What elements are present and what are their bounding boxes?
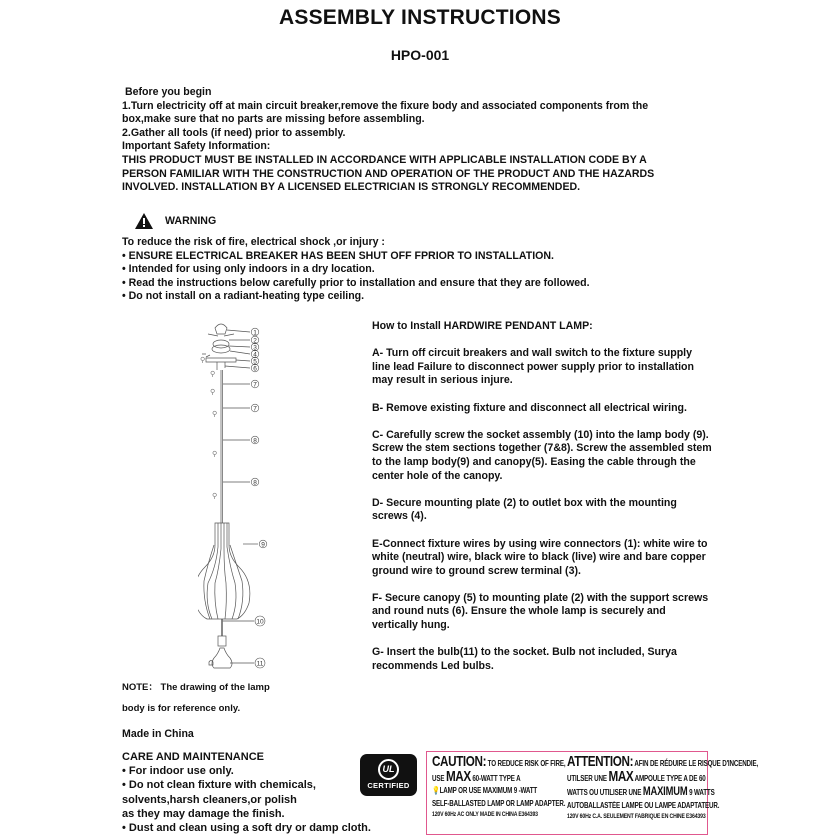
caution-text: SELF-BALLASTED LAMP OR LAMP ADAPTER. <box>432 798 566 808</box>
lamp-exploded-diagram <box>198 318 278 674</box>
part-number: 10 <box>256 618 264 626</box>
install-step-b: B- Remove existing fixture and disconnect all electrical wiring. <box>372 401 687 414</box>
warning-heading <box>135 213 216 229</box>
care-line: as they may damage the finish. <box>122 807 285 820</box>
attention-word: ATTENTION: <box>567 753 634 770</box>
part-number: 4 <box>253 351 257 359</box>
part-number: 2 <box>253 337 257 345</box>
install-step-e: E-Connect fixture wires by using wire connectors (1): white wire to white (neutral) wire, black wire to black (live) wire and bare copper ground wire to ground screw terminal (3). <box>372 537 708 577</box>
part-number: 1 <box>253 329 257 337</box>
warning-line: • Intended for using only indoors in a dry location. <box>122 263 375 276</box>
caution-label-french <box>567 753 812 822</box>
warning-triangle-icon <box>135 213 153 229</box>
svg-text:⚲: ⚲ <box>200 356 206 364</box>
intro-line: THIS PRODUCT MUST BE INSTALLED IN ACCORDANCE WITH APPLICABLE INSTALLATION CODE BY A <box>122 153 647 166</box>
part-number: 7 <box>253 405 257 413</box>
warning-label: WARNING <box>165 215 217 228</box>
ul-certified-label: CERTIFIED <box>367 781 410 790</box>
ul-certified-badge <box>360 754 417 796</box>
intro-line: INVOLVED. INSTALLATION BY A LICENSED ELECTRICIAN IS STRONGLY RECOMMENDED. <box>122 181 581 194</box>
care-line: • For indoor use only. <box>122 765 234 778</box>
intro-line: Before you begin <box>122 86 212 98</box>
warning-line: • Read the instructions below carefully prior to installation and ensure that they are followed. <box>122 276 590 289</box>
install-step-c: C- Carefully screw the socket assembly (10) into the lamp body (9). Screw the stem sections together (7&8). Screw the assembled stem to the lamp body(9) and canopy(5). Easing the cable through the center hole of the canopy. <box>372 428 712 482</box>
care-line: • Dust and clean using a soft dry or damp cloth. <box>122 822 371 835</box>
svg-text:⚲: ⚲ <box>212 450 218 458</box>
intro-line: 2.Gather all tools (if need) prior to assembly. <box>122 126 346 139</box>
part-number: 8 <box>253 479 257 487</box>
install-step-g: G- Insert the bulb(11) to the socket. Bulb not included, Surya recommends Led bulbs. <box>372 646 677 672</box>
caution-text: USE <box>432 773 446 783</box>
max-word: MAX <box>608 767 634 785</box>
install-step-f: F- Secure canopy (5) to mounting plate (2) with the support screws and round nuts (6). Ensure the whole lamp is securely and vertically hung. <box>372 591 709 632</box>
drawing-note: NOTE： The drawing of the lamp <box>122 682 270 693</box>
caution-text: 60-WATT TYPE A <box>470 773 521 783</box>
bulb-icon: 💡 <box>432 786 440 795</box>
part-number: 11 <box>256 660 264 668</box>
care-maintenance-section <box>122 750 371 835</box>
caution-text: TO REDUCE RISK OF FIRE, <box>486 759 566 768</box>
part-number: 3 <box>253 344 257 352</box>
intro-line: Important Safety Information: <box>122 140 271 153</box>
install-step-a: A- Turn off circuit breakers and wall switch to the fixture supply line lead Failure to disconnect power supply prior to installation may result in serious injure. <box>372 347 694 387</box>
max-word: MAX <box>445 767 471 785</box>
made-in-china: Made in China <box>122 728 194 740</box>
caution-text: AFIN DE RÉDUIRE LE RISQUE D'INCENDIE, <box>633 759 759 768</box>
intro-line: 1.Turn electricity off at main circuit breaker,remove the fixure body and associated components from the <box>122 99 649 112</box>
page-title: ASSEMBLY INSTRUCTIONS <box>279 6 561 29</box>
warning-line: • Do not install on a radiant-heating type ceiling. <box>122 290 365 303</box>
caution-label <box>426 751 759 835</box>
intro-line: box,make sure that no parts are missing before assembling. <box>122 113 425 126</box>
before-you-begin-section <box>122 86 654 195</box>
care-line: • Do not clean fixture with chemicals, <box>122 779 316 792</box>
part-number: 7 <box>253 381 257 389</box>
maximum-word: MAXIMUM <box>642 784 688 798</box>
install-step-d: D- Secure mounting plate (2) to outlet box with the mounting screws (4). <box>372 496 677 523</box>
part-number: 8 <box>253 437 257 445</box>
model-number: HPO-001 <box>390 47 450 63</box>
part-number: 5 <box>253 358 257 366</box>
install-instructions <box>372 320 712 687</box>
warning-section <box>122 236 590 304</box>
caution-text: WATTS OU UTILISER UNE <box>567 788 643 797</box>
warning-line: To reduce the risk of fire, electrical shock ,or injury : <box>122 236 385 248</box>
care-heading: CARE AND MAINTENANCE <box>122 751 264 763</box>
svg-text:⚲: ⚲ <box>212 492 218 500</box>
svg-text:⚲: ⚲ <box>210 370 216 378</box>
caution-text: 120V 60Hz AC ONLY MADE IN CHINA E364393 <box>432 811 538 818</box>
ul-logo-icon: UL <box>378 759 399 780</box>
care-line: solvents,harsh cleaners,or polish <box>122 793 297 806</box>
caution-text: 9 WATTS <box>687 788 715 797</box>
caution-text: AMPOULE TYPE A DE 60 <box>633 773 706 783</box>
drawing-note-cont: body is for reference only. <box>122 703 241 714</box>
warning-line: • ENSURE ELECTRICAL BREAKER HAS BEEN SHUT OFF FPRIOR TO INSTALLATION. <box>122 249 554 262</box>
caution-text: 120V 60Hz C.A. SEULEMENT FABRIQUE EN CHINE E364393 <box>567 813 706 820</box>
caution-word: CAUTION: <box>432 753 487 770</box>
part-number: 9 <box>261 541 265 549</box>
caution-text: AUTOBALLASTÉE LAMPE OU LAMPE ADAPTATEUR. <box>567 800 720 810</box>
part-number: 6 <box>253 365 257 373</box>
intro-line: PERSON FAMILIAR WITH THE CONSTRUCTION AND OPERATION OF THE PRODUCT AND THE HAZARDS <box>122 167 655 180</box>
svg-text:⚲: ⚲ <box>210 388 216 396</box>
caution-text: LAMP OR USE MAXIMUM 9 -WATT <box>439 786 538 795</box>
svg-text:⚲: ⚲ <box>212 410 218 418</box>
install-heading: How to Install HARDWIRE PENDANT LAMP: <box>372 320 593 332</box>
caution-text: UTILSER UNE <box>567 773 609 783</box>
